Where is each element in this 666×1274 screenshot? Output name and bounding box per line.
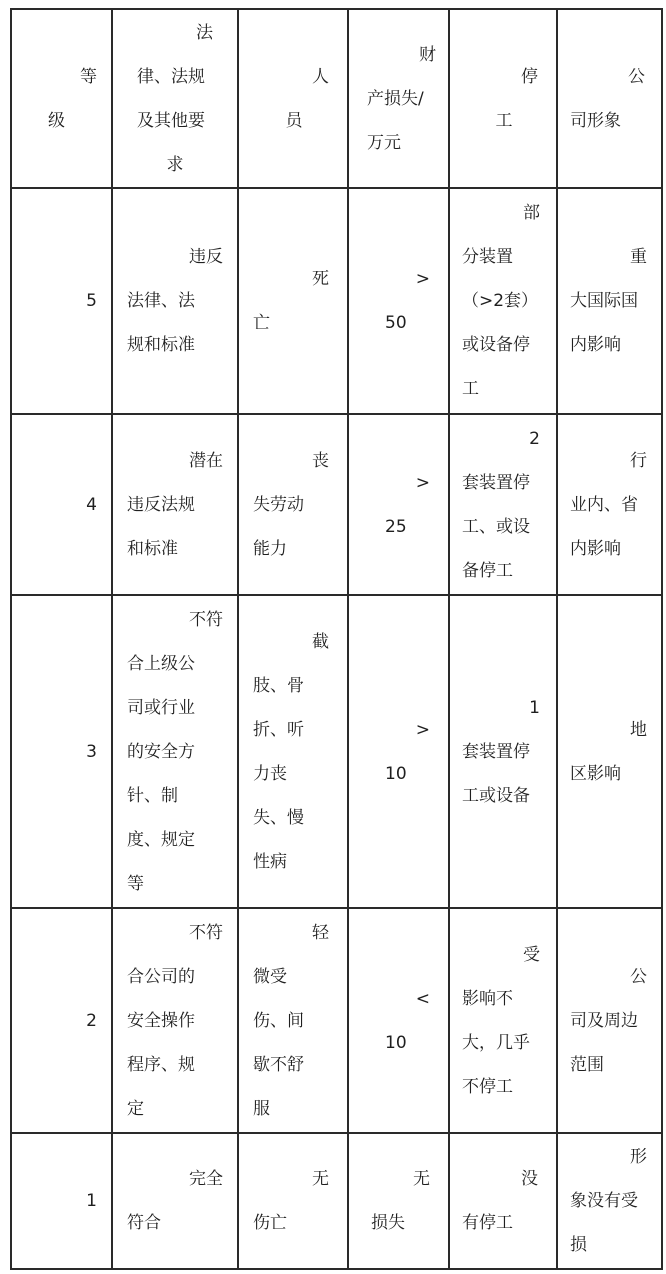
cell-text-line: 2 [86,1010,97,1031]
header-level [11,9,112,188]
cell-text-line: 形 [630,1147,647,1167]
cell-text-line: 10 [385,1032,407,1053]
cell-text-line: 潜在 [189,450,223,471]
cell-text-line: 合上级公 [127,653,195,674]
cell-text-line: 法 [196,22,213,43]
cell-text-line: 部 [523,203,540,223]
cell-text-line: 2 [529,428,540,449]
cell-text-line: 力丧 [253,763,287,784]
cell-text-line: 不符 [189,922,223,943]
table-row [11,1133,662,1269]
cell-text-line: 套装置停 [462,741,530,762]
cell-text-line: 能力 [253,538,287,559]
cell-text-line: 财 [419,44,436,65]
cell-content [349,461,448,549]
cell-text-line: 违反法规 [127,494,195,515]
property-cell [348,908,449,1133]
cell-text-line: 分装置 [462,247,513,267]
cell-text-line: 违反 [189,247,223,267]
table-row [11,908,662,1133]
cell-text-line: 完全 [189,1169,223,1189]
cell-text-line: 公 [628,66,645,87]
cell-text-line: 区影响 [570,763,621,784]
law-cell [112,188,238,414]
cell-content [349,977,448,1065]
image-cell [557,188,662,414]
cell-text-line: 律、法规 [137,66,205,87]
cell-text-line: 死 [312,269,329,289]
cell-text-line: 安全操作 [127,1010,195,1031]
cell-text-line: 影响不 [462,988,513,1009]
law-cell [112,908,238,1133]
cell-text-line: 重 [630,247,647,267]
level-cell [11,595,112,908]
header-law [112,9,238,188]
header-row [11,9,662,188]
cell-text-line: 规和标准 [127,335,195,355]
law-cell [112,1133,238,1269]
person-cell [238,595,348,908]
cell-text-line: 等 [127,873,144,894]
property-cell [348,188,449,414]
cell-content [558,955,661,1087]
cell-text-line: 不符 [189,609,223,630]
cell-text-line: > [415,269,430,289]
cell-text-line: 地 [630,719,647,740]
cell-content [450,686,556,818]
cell-content [239,1157,347,1245]
cell-text-line: 停 [521,66,538,87]
cell-content [349,33,448,165]
header-property [348,9,449,188]
cell-text-line: （>2套） [462,291,539,311]
cell-text-line: 内影响 [570,335,621,355]
image-cell [557,595,662,908]
cell-text-line: 轻 [312,922,329,943]
shutdown-cell [449,908,557,1133]
cell-text-line: 的安全方 [127,741,195,762]
table-row [11,414,662,595]
cell-text-line: 司及周边 [570,1010,638,1031]
cell-text-line: 5 [86,291,97,311]
image-cell [557,1133,662,1269]
cell-text-line: 折、听 [253,719,304,740]
cell-text-line: 丧 [312,450,329,471]
cell-text-line: 员 [285,110,303,131]
level-cell [11,188,112,414]
cell-text-line: 万元 [367,132,401,153]
property-cell [348,595,449,908]
cell-content [558,55,661,143]
cell-text-line: > [415,472,430,493]
cell-content [113,11,237,187]
cell-content [558,708,661,796]
cell-text-line: 大国际国 [570,291,638,311]
level-cell [11,1133,112,1269]
cell-content [239,257,347,345]
cell-text-line: 1 [86,1191,97,1211]
cell-text-line: 针、制 [127,785,178,806]
cell-text-line: 截 [312,631,329,652]
cell-text-line: 内影响 [570,538,621,559]
cell-text-line: 业内、省 [570,494,638,515]
cell-text-line: 歇不舒 [253,1054,304,1075]
cell-text-line: 合公司的 [127,966,195,987]
cell-text-line: 肢、骨 [253,675,304,696]
cell-content [450,55,556,143]
cell-text-line: 不停工 [462,1076,513,1097]
cell-text-line: 微受 [253,966,287,987]
cell-text-line: 性病 [253,851,287,872]
level-cell [11,414,112,595]
property-cell [348,414,449,595]
shutdown-cell [449,1133,557,1269]
cell-content [450,191,556,411]
cell-text-line: 工、或设 [462,516,530,537]
cell-text-line: 程序、规 [127,1054,195,1075]
header-image [557,9,662,188]
cell-text-line: 无 [312,1169,329,1189]
cell-text-line: 工 [462,379,479,399]
cell-text-line: 法律、法 [127,291,195,311]
cell-text-line: 亡 [253,313,270,333]
cell-text-line: 定 [127,1098,144,1119]
cell-text-line: 没 [521,1169,538,1189]
cell-text-line: 套装置停 [462,472,530,493]
cell-text-line: > [415,719,430,740]
image-cell [557,908,662,1133]
cell-content [12,1179,111,1223]
risk-severity-table [10,8,663,1270]
shutdown-cell [449,188,557,414]
level-cell [11,908,112,1133]
cell-content [113,235,237,367]
cell-content [113,598,237,906]
cell-content [450,417,556,593]
cell-text-line: 50 [385,313,407,333]
cell-text-line: 行 [630,450,647,471]
cell-content [12,999,111,1043]
property-cell [348,1133,449,1269]
cell-text-line: 象没有受 [570,1191,638,1211]
cell-text-line: 公 [630,966,647,987]
cell-text-line: 司或行业 [127,697,195,718]
cell-text-line: 大，几乎 [462,1032,530,1053]
header-person [238,9,348,188]
cell-text-line: < [415,988,430,1009]
person-cell [238,188,348,414]
cell-content [558,235,661,367]
cell-content [12,55,111,143]
person-cell [238,908,348,1133]
cell-content [113,911,237,1131]
cell-text-line: 工或设备 [462,785,530,806]
cell-content [349,708,448,796]
cell-text-line: 或设备停 [462,335,530,355]
cell-text-line: 4 [86,494,97,515]
cell-content [349,257,448,345]
cell-text-line: 10 [385,763,407,784]
cell-text-line: 失、慢 [253,807,304,828]
cell-text-line: 和标准 [127,538,178,559]
shutdown-cell [449,414,557,595]
cell-content [239,439,347,571]
cell-content [450,933,556,1109]
cell-text-line: 度、规定 [127,829,195,850]
header-shutdown [449,9,557,188]
table-row [11,595,662,908]
cell-text-line: 服 [253,1098,270,1119]
cell-text-line: 备停工 [462,560,513,581]
law-cell [112,414,238,595]
cell-content [12,730,111,774]
cell-content [113,439,237,571]
person-cell [238,1133,348,1269]
cell-text-line: 及其他要 [137,110,205,131]
cell-content [450,1157,556,1245]
cell-text-line: 伤亡 [253,1213,287,1233]
cell-text-line: 1 [529,697,540,718]
law-cell [112,595,238,908]
cell-text-line: 范围 [570,1054,604,1075]
cell-content [12,279,111,323]
cell-text-line: 等 [80,66,97,87]
cell-text-line: 司形象 [570,110,621,131]
cell-text-line: 级 [48,110,65,131]
image-cell [557,414,662,595]
cell-text-line: 无 [413,1169,430,1189]
table-row [11,188,662,414]
cell-content [12,483,111,527]
cell-content [113,1157,237,1245]
cell-text-line: 3 [86,741,97,762]
cell-text-line: 人 [312,66,329,87]
cell-text-line: 损 [570,1235,587,1255]
cell-content [239,911,347,1131]
cell-text-line: 损失 [371,1213,405,1233]
cell-text-line: 失劳动 [253,494,304,515]
cell-text-line: 符合 [127,1213,161,1233]
cell-text-line: 有停工 [462,1213,513,1233]
person-cell [238,414,348,595]
cell-text-line: 25 [385,516,407,537]
cell-content [558,1135,661,1267]
cell-text-line: 伤、间 [253,1010,304,1031]
cell-content [239,55,347,143]
cell-content [239,620,347,884]
cell-content [558,439,661,571]
cell-text-line: 求 [166,154,184,175]
shutdown-cell [449,595,557,908]
cell-content [349,1157,448,1245]
cell-text-line: 产损失/ [367,88,424,109]
cell-text-line: 受 [523,944,540,965]
cell-text-line: 工 [495,110,513,131]
